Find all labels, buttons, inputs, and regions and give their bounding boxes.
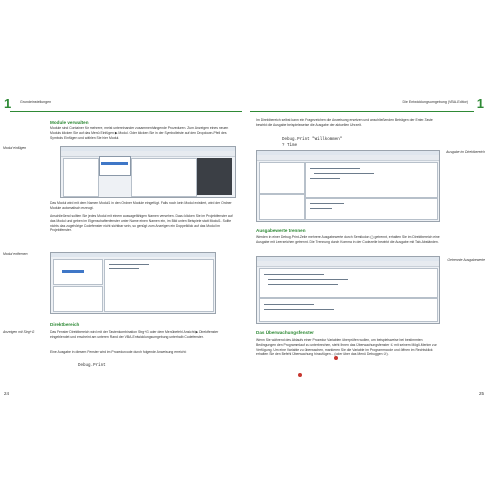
right-chapter-number: 1 [476,96,484,111]
left-section1-para3: Anschließend sollten Sie jedes Modul mit einem aussagefähigen Namen versehen. Dazu klicken Sie im Projektfenster auf das Modul und geben im Eigenschaftenfenster unter Name einen Namen ein, im Bild unten Beispiele statt Modul1. Sollte nichts das zugehörige Codefenster nicht sichtbar sein, so genügt zum Anzeigen ein Doppelklick auf das Modul im Projektfenster. [50,214,233,233]
screenshot-project-pane [63,158,99,197]
right-section1-heading: Ausgabewerte trennen [256,228,306,233]
screenshot-code-pane [305,162,438,198]
screenshot-project-pane [53,259,103,285]
screenshot-toolbar [257,155,439,161]
screenshot-toolbar [61,151,235,157]
code-line [109,264,149,265]
screenshot-immediate-pane [259,298,438,322]
screenshot-selected-menu-item [101,162,128,165]
right-chapter-title: Die Entwicklungsumgebung (VBA-Editor) [402,100,468,104]
code-line [264,274,324,275]
right-sidebar-direct-output: Ausgabe im Direktbereich [446,150,485,154]
left-chapter-number: 1 [4,96,12,111]
code-line [310,168,360,169]
code-line [314,173,374,174]
right-section2-heading: Das Überwachungsfenster [256,330,314,335]
left-section2-para1: Das Fenster Direktbereich wird mit der Tastenkombination Strg+G oder dem Menübefehl Ansicht ▶ Direktfenster eingeblendet und erscheint am unteren Rand der VBA-Entwicklungsumgebung unterhalb Codefenster. [50,330,219,339]
right-top-rule [250,111,474,112]
left-chapter-title: Grundeinstellungen [20,100,52,104]
screenshot-project-pane [259,162,305,194]
callout-marker-icon [334,356,338,360]
code-line [310,178,340,179]
left-sidebar-module-insert: Modul einfügen [3,146,27,150]
right-code-line-1: Debug.Print "Willkommen" [282,138,343,142]
callout-marker-icon [298,373,302,377]
left-sidebar-module-remove: Modul entfernen [3,252,28,256]
code-line [264,304,314,305]
code-line [268,284,338,285]
screenshot-dropdown-menu [99,156,131,176]
screenshot-main-pane [131,158,197,197]
left-section1-para1: Module sind Container für mehrere, meist untereinander zusammenhängende Prozeduren. Zum Anzeigen eines neuen Moduls klicken Sie auf das Menü Einfügen ▶ Modul. Oder klicken Sie in der Symbolleiste auf den Dropdown-Pfeil des Symbols Einfügen und wählen Sie hier Modul. [50,126,229,140]
screenshot-direct-window [256,150,440,222]
right-page-number: 25 [478,391,484,396]
screenshot-dark-pane [197,158,232,195]
screenshot-selected-module [62,270,84,273]
screenshot-rename-module [50,252,216,314]
screenshot-titlebar [51,253,215,257]
code-line [310,208,332,209]
screenshot-properties-pane [53,286,103,312]
code-line [310,203,344,204]
code-line [268,279,348,280]
right-intro-para: Im Direktbereich selbst kann ein Fragezeichen die Anweisung ersetzen und anschließenden Beträgen der Enter-Taste bewirkt die Ausgabe beispielsweise die Ausgabe der aktuellen Uhrzeit. [256,118,433,127]
screenshot-separated-output [256,256,440,324]
screenshot-code-pane [259,268,438,298]
left-top-rule [10,111,242,112]
screenshot-toolbar [257,261,439,267]
screenshot-properties-pane [259,194,305,220]
code-line [109,268,139,269]
right-section2-para: Wenn Sie während des Ablaufs einer Prozedur Variablen überprüfen wollen, um beispielsweise bei bestimmten Bedingungen den Programmlauf zu unterbrechen, steht Ihnen das Überwachungsfenster ① mit seinem Mögli-Merkm zur Verfügung. Um eine Variable zu überwachen, markieren Sie die Variable im Programmcode und öffnen im Rechtsklick erhalten Sie den Befehl Überwachung hinzufügen... (oder über das Menü Debuggen ②). [256,338,437,357]
right-code-line-2: ? Time [282,144,298,148]
screenshot-immediate-pane [305,198,438,220]
left-code-debug-print: Debug.Print [78,364,106,368]
left-page-number: 24 [4,391,10,396]
right-sidebar-comment: Getrennte Ausgabewerte [447,258,485,262]
left-sidebar-direct-hint: Anzeigen mit Strg+G [3,330,35,334]
screenshot-insert-module [60,146,236,198]
code-line [264,309,334,310]
left-section1-heading: Module verwalten [50,120,89,125]
right-section1-para: Werden in einer Debug.Print-Zeile mehrere Ausgabewerte durch Semikolon (;) getrennt, erhalten Sie im Direktbereich eine Ausgabe mit Leerzeichen getrennt. Die Trennung durch Komma in der Codezeile bewirkt die Ausgabe mit Tab-Abständen. [256,235,440,244]
screenshot-code-pane [104,259,214,312]
left-section2-heading: Direktbereich [50,322,80,327]
left-section1-para2: Das Modul wird mit dem Namen Modul1 in den Ordner Module eingefügt. Falls noch kein Modul existiert, wird der Ordner Module automatisch erzeugt. [50,201,232,210]
left-section2-para2: Eine Ausgabe in diesem Fenster wird im Prozedurcode durch folgende Anweisung erreicht: [50,350,187,354]
